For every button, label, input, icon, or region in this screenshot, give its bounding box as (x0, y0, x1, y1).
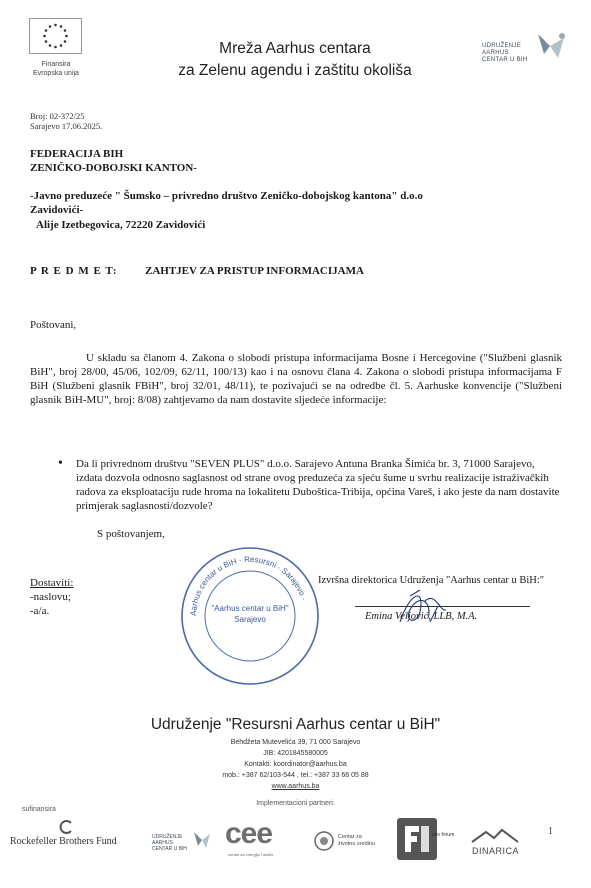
aarhus-small-line1: UDRUŽENJE (152, 834, 183, 840)
logo-line3: CENTAR U BIH (482, 57, 528, 63)
bullet-icon: • (58, 456, 63, 471)
footer-org-name: Udruženje "Resursni Aarhus centar u BiH" (150, 716, 441, 733)
eu-caption (18, 60, 94, 78)
cofinanced-label: sufinansira (22, 806, 56, 813)
dinarica-mountain-icon (470, 828, 520, 844)
stamp-ring-text: Aarhus centar u BiH · Resursni · Sarajevo · (188, 554, 309, 617)
network-title-line1: Mreža Aarhus centara (219, 40, 371, 57)
recipient-line1: FEDERACIJA BIH (30, 148, 124, 160)
subject-label: P R E D M E T: (30, 265, 118, 277)
greeting: Poštovani, (30, 319, 77, 331)
aarhus-logo-top (478, 28, 568, 78)
logo-line1: UDRUŽENJE (482, 43, 522, 49)
eu-caption-line1: Finansira (41, 61, 71, 68)
eu-caption-line2: Evropska unija (33, 70, 79, 77)
cee-logo: cee (225, 817, 273, 850)
network-title (150, 38, 440, 82)
footer-jib: JIB: 4201845580005 (263, 750, 328, 757)
subject-text: ZAHTJEV ZA PRISTUP INFORMACIJAMA (145, 265, 364, 277)
cee-subtitle: centar za energiju i okoliš (228, 852, 274, 857)
footer-phones: mob.: +387 62/103-544 , tel.: +387 33 66 05 88 (222, 772, 369, 779)
eko-forum-logo (397, 818, 437, 860)
cza-line1: Centar za (338, 834, 362, 840)
footer-web-link[interactable]: www.aarhus.ba (271, 783, 320, 790)
stamp-inner-line1: "Aarhus centar u BiH" (211, 604, 289, 613)
signature-line (355, 606, 530, 607)
dinarica-name: DINARICA (472, 846, 520, 856)
closing: S poštovanjem, (97, 528, 165, 540)
aarhus-small-line3: CENTAR U BIH (152, 846, 187, 852)
official-stamp (176, 545, 324, 687)
delivery-item2: -a/a. (30, 605, 50, 617)
signatory-name: Emina Veljović, LLB, M.A. (365, 611, 478, 622)
delivery-label: Dostaviti: (30, 577, 74, 589)
handwritten-signature (380, 582, 470, 632)
cza-emblem-icon (313, 830, 335, 852)
cza-text (338, 834, 375, 848)
stamp-inner-line2: Sarajevo (234, 615, 266, 624)
network-title-line2: za Zelenu agendu i zaštitu okoliša (178, 62, 412, 79)
body-paragraph: U skladu sa članom 4. Zakona o slobodi pristupa informacijama Bosne i Hercegovine ("Službeni glasnik BiH", broj 28/00, 45/06, 102/09, 62/11, 100/13) kao i na osnovu člana 4. Zakona o slobodi pristupa informacijama F BiH (Službeni glasnik FBiH", broj 32/01, 48/11), te pozivajući se na odredbe čl. 5. Aarhuske konvencije ("Službeni glasnik BiH-MU", broj: 8/08) zahtjevamo da nam dostavite sljedeće informacije: (30, 352, 562, 406)
recipient-line2: ZENIČKO-DOBOJSKI KANTON- (30, 162, 197, 174)
rockefeller-icon (55, 820, 75, 834)
eko-forum-label: eko forum (432, 832, 455, 838)
aarhus-small-icon (190, 828, 212, 850)
signatory-title: Izvršna direktorica Udruženja "Aarhus centar u BiH:" (318, 575, 545, 586)
footer-contact: Kontakti: koordinator@aarhus.ba (244, 761, 347, 768)
partners-label: Implementacioni partneri: (256, 800, 335, 807)
aarhus-small-line2: AARHUS (152, 840, 173, 846)
page-number: 1 (548, 826, 553, 837)
rockefeller-name: Rockefeller Brothers Fund (10, 836, 117, 847)
logo-line2: AARHUS (482, 50, 509, 56)
bullet-item: Da li privrednom društvu "SEVEN PLUS" d.o.o. Sarajevo Antuna Branka Šimića br. 3, 71000 Sarajevo, izdata dozvola odnosno saglasnost od strane ovog preduzeća za sjeću šume u svrhu realizacije istraživačkih radova za eksploataciju rude hroma na lokalitetu Duboštica-Tribija, općina Vareš, i ako jeste da nam dostavite primjerak saglasnosti/dozvole? (76, 458, 560, 512)
recipient-line3: -Javno preduzeće " Šumsko – privredno društvo Zeničko-dobojskog kantona" d.o.o (30, 190, 423, 202)
footer-address: Behdžeta Mutevelića 39, 71 000 Sarajevo (230, 739, 361, 746)
delivery-item1: -naslovu; (30, 591, 71, 603)
eu-flag-logo (29, 18, 82, 54)
letter-date: Sarajevo 17.06.2025. (30, 121, 103, 131)
aarhus-logo-small (152, 834, 187, 852)
cza-line2: životnu sredinu (338, 841, 375, 847)
recipient-line5: Alije Izetbegovica, 72220 Zavidovići (36, 219, 206, 231)
reference-number: Broj: 02-372/25 (30, 111, 85, 121)
recipient-line4: Zavidovići- (30, 204, 84, 216)
